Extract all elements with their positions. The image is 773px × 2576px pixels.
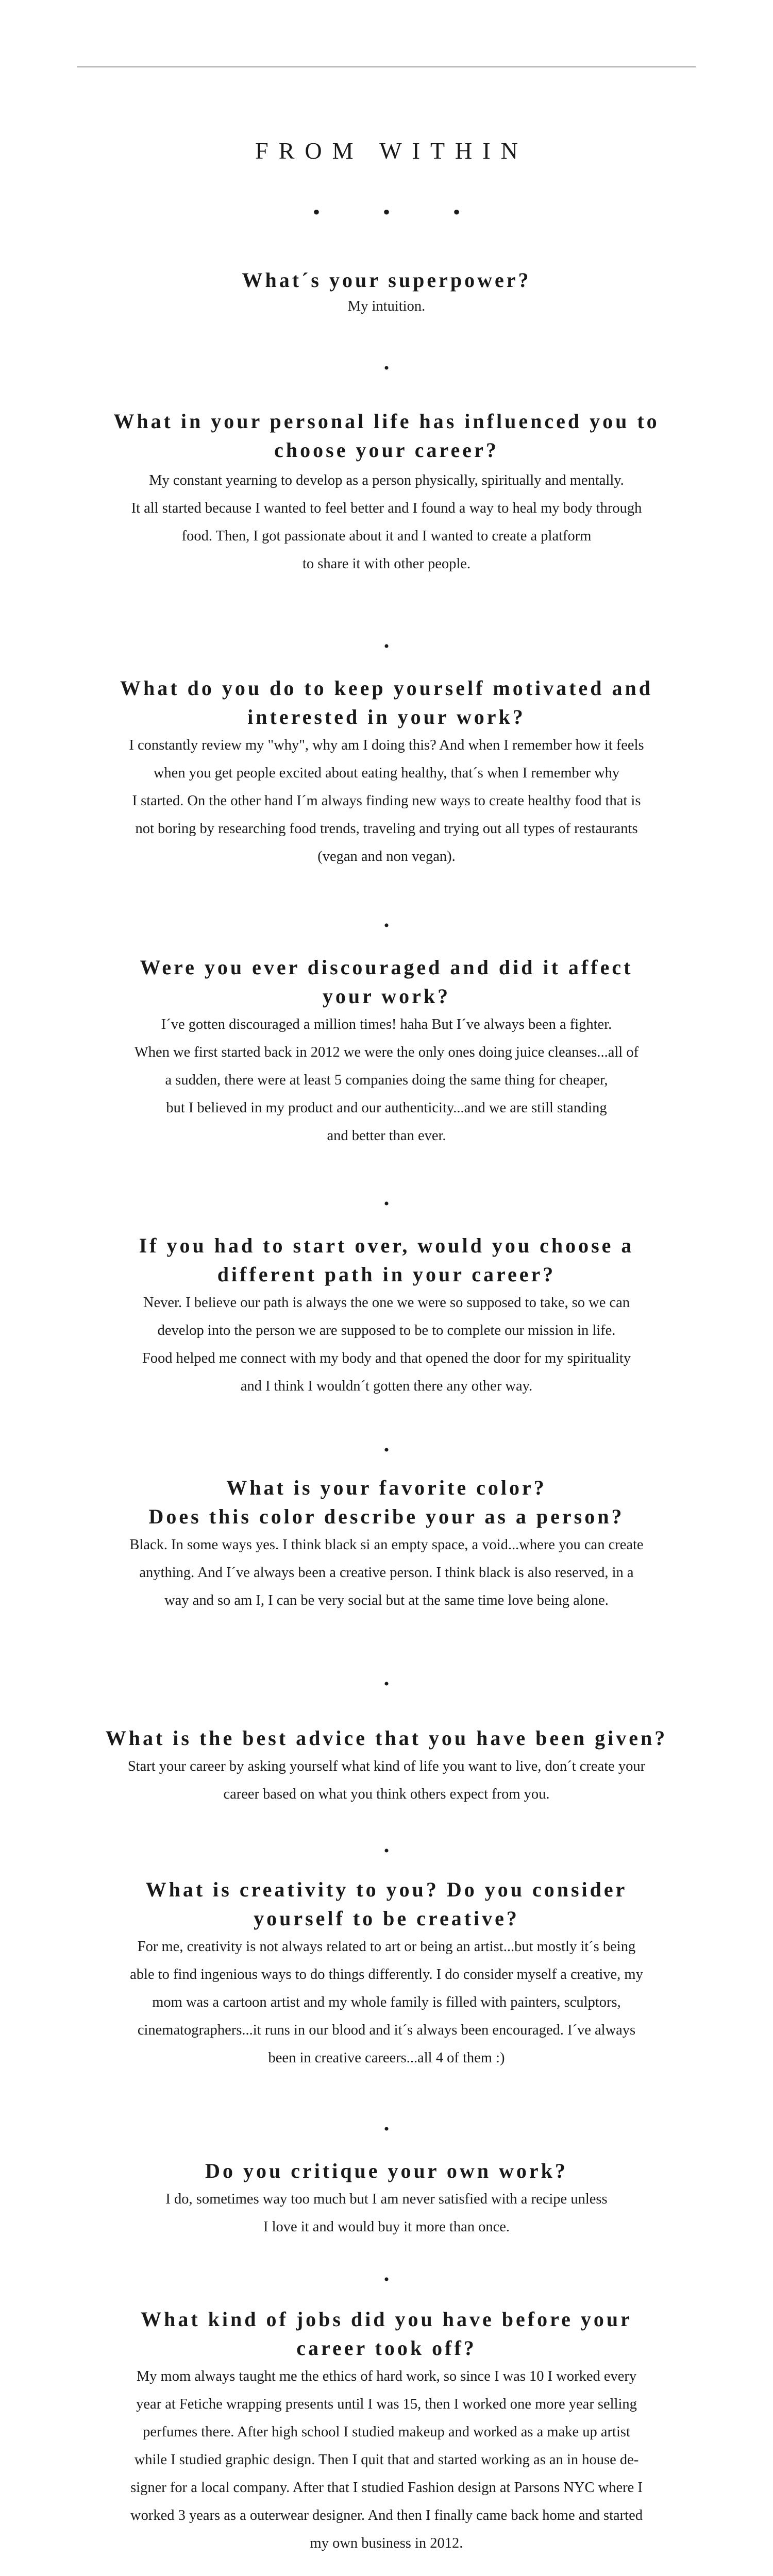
title-ornament-dots: • • • <box>312 200 489 224</box>
bullet-separator: • <box>383 360 390 377</box>
page-title: FROM WITHIN <box>255 138 528 164</box>
question: What´s your superpower? <box>242 268 531 292</box>
bullet-separator: • <box>383 638 390 655</box>
answer: I constantly review my "why", why am I doing this? And when I remember how it feels when you get people excited about eating healthy, that´s when I remember why I started. On the other hand I´m always finding new ways to create healthy food that is not boring by researching food trends, traveling and trying out all types of restaurants (vegan and non vegan). <box>129 737 644 865</box>
answer: My constant yearning to develop as a person physically, spiritually and mentally. It all started because I wanted to feel better and I found a way to heal my body through food. Then, I got passionate about it and I wanted to create a platform to share it with other people. <box>131 472 642 572</box>
qa-item-previous-jobs <box>62 2305 711 2557</box>
bullet-separator: • <box>383 1442 390 1459</box>
bullet-separator: • <box>383 1842 390 1859</box>
bullet-separator: • <box>383 1675 390 1692</box>
qa-item-motivation <box>62 674 711 871</box>
question: What is your favorite color? Does this color describe your as a person? <box>148 1476 625 1528</box>
qa-item-personal-life <box>62 407 711 578</box>
top-divider <box>77 66 696 67</box>
question: What is the best advice that you have been given? <box>105 1726 668 1750</box>
answer: Black. In some ways yes. I think black si an empty space, a void...where you can create anything. And I´ve always been a creative person. I think black is also reserved, in a way and so am I, I can be very social but at the same time love being alone. <box>129 1537 644 1608</box>
question: What in your personal life has influenced you to choose your career? <box>113 410 660 462</box>
answer: I´ve gotten discouraged a million times! haha But I´ve always been a fighter. When we first started back in 2012 we were the only ones doing juice cleanses...all of a sudden, there were at least 5 companies doing the same thing for cheaper, but I believed in my product and our authenticity...and we are still standing and better than ever. <box>134 1016 639 1144</box>
answer: My mom always taught me the ethics of hard work, so since I was 10 I worked every year at Fetiche wrapping presents until I was 15, then I worked one more year selling perfumes there. After high school I studied makeup and worked as a make up artist while I studied graphic design. Then I quit that and started working as an in house de- signer for a local company. After that I studied Fashion design at Parsons NYC where I worked 3 years as a outerwear designer. And then I finally came back home and started my own business in 2012. <box>130 2368 643 2551</box>
qa-item-favorite-color <box>62 1473 711 1615</box>
qa-item-superpower <box>62 266 711 318</box>
answer: For me, creativity is not always related to art or being an artist...but mostly it´s being able to find ingenious ways to do things differently. I do consider myself a creative, my mom was a cartoon artist and my whole family is filled with painters, sculptors, cinematographers...it runs in our blood and it´s always been encouraged. I´ve always been in creative careers...all 4 of them :) <box>130 1939 643 2066</box>
answer: Start your career by asking yourself what kind of life you want to live, don´t create your career based on what you think others expect from you. <box>127 1758 646 1802</box>
question: What do you do to keep yourself motivated and interested in your work? <box>120 676 653 728</box>
question: What kind of jobs did you have before your career took off? <box>141 2308 632 2360</box>
question: Do you critique your own work? <box>205 2159 568 2182</box>
question: Were you ever discouraged and did it affect your work? <box>140 956 633 1008</box>
qa-item-best-advice <box>62 1724 711 1808</box>
bullet-separator: • <box>383 2271 390 2288</box>
qa-item-critique <box>62 2157 711 2241</box>
answer: I do, sometimes way too much but I am never satisfied with a recipe unless I love it and would buy it more than once. <box>165 2191 608 2235</box>
question: What is creativity to you? Do you consider yourself to be creative? <box>145 1878 628 1930</box>
bullet-separator: • <box>383 2121 390 2138</box>
answer: My intuition. <box>347 298 426 314</box>
qa-item-start-over <box>62 1231 711 1400</box>
question: If you had to start over, would you choose a different path in your career? <box>139 1234 634 1286</box>
qa-item-creativity <box>62 1875 711 2072</box>
bullet-separator: • <box>383 1195 390 1212</box>
bullet-separator: • <box>383 917 390 934</box>
qa-item-discouraged <box>62 953 711 1150</box>
answer: Never. I believe our path is always the one we were so supposed to take, so we can develop into the person we are supposed to be to complete our mission in life. Food helped me connect with my body and that opened the door for my spirituality and I think I wouldn´t gotten there any other way. <box>142 1295 631 1394</box>
